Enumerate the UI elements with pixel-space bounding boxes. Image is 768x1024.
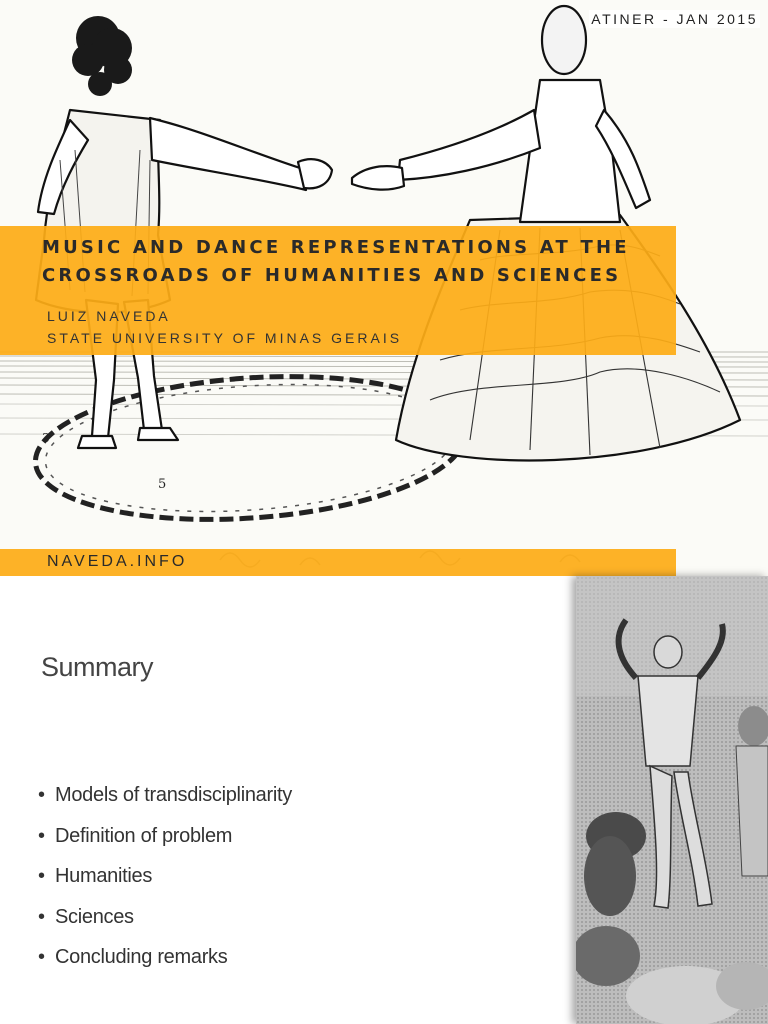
website-link[interactable]: NAVEDA.INFO [47, 553, 188, 570]
list-item [38, 816, 292, 857]
bullet-icon: • [38, 865, 45, 887]
list-item [38, 775, 292, 816]
conference-date-label: ATINER - JAN 2015 [591, 11, 758, 27]
bullet-icon: • [38, 784, 45, 806]
title-line-2: CROSSROADS OF HUMANITIES AND SCIENCES [42, 265, 622, 286]
title-banner [0, 226, 676, 355]
engraving-dancers-image [576, 576, 768, 1024]
list-item [38, 897, 292, 938]
bullet-icon: • [38, 905, 45, 928]
list-item-label: Models of transdisciplinarity [55, 784, 292, 806]
list-item-label: Concluding remarks [55, 946, 228, 968]
list-item-label: Humanities [55, 865, 153, 887]
footer-banner [0, 549, 676, 576]
svg-text:5: 5 [158, 477, 167, 492]
title-line-1: MUSIC AND DANCE REPRESENTATIONS AT THE [42, 237, 630, 258]
author-affiliation: STATE UNIVERSITY OF MINAS GERAIS [47, 330, 403, 346]
summary-list [38, 775, 292, 978]
presentation-title [42, 234, 662, 290]
bullet-icon: • [38, 946, 45, 968]
list-item-label: Sciences [55, 905, 134, 928]
list-item [38, 856, 292, 897]
author-name: LUIZ NAVEDA [47, 308, 171, 324]
summary-slide [0, 576, 768, 1024]
list-item-label: Definition of problem [55, 824, 233, 847]
list-item [38, 937, 292, 978]
bullet-icon: • [38, 824, 45, 847]
summary-title: Summary [41, 652, 154, 682]
svg-text:3: 3 [42, 431, 50, 445]
